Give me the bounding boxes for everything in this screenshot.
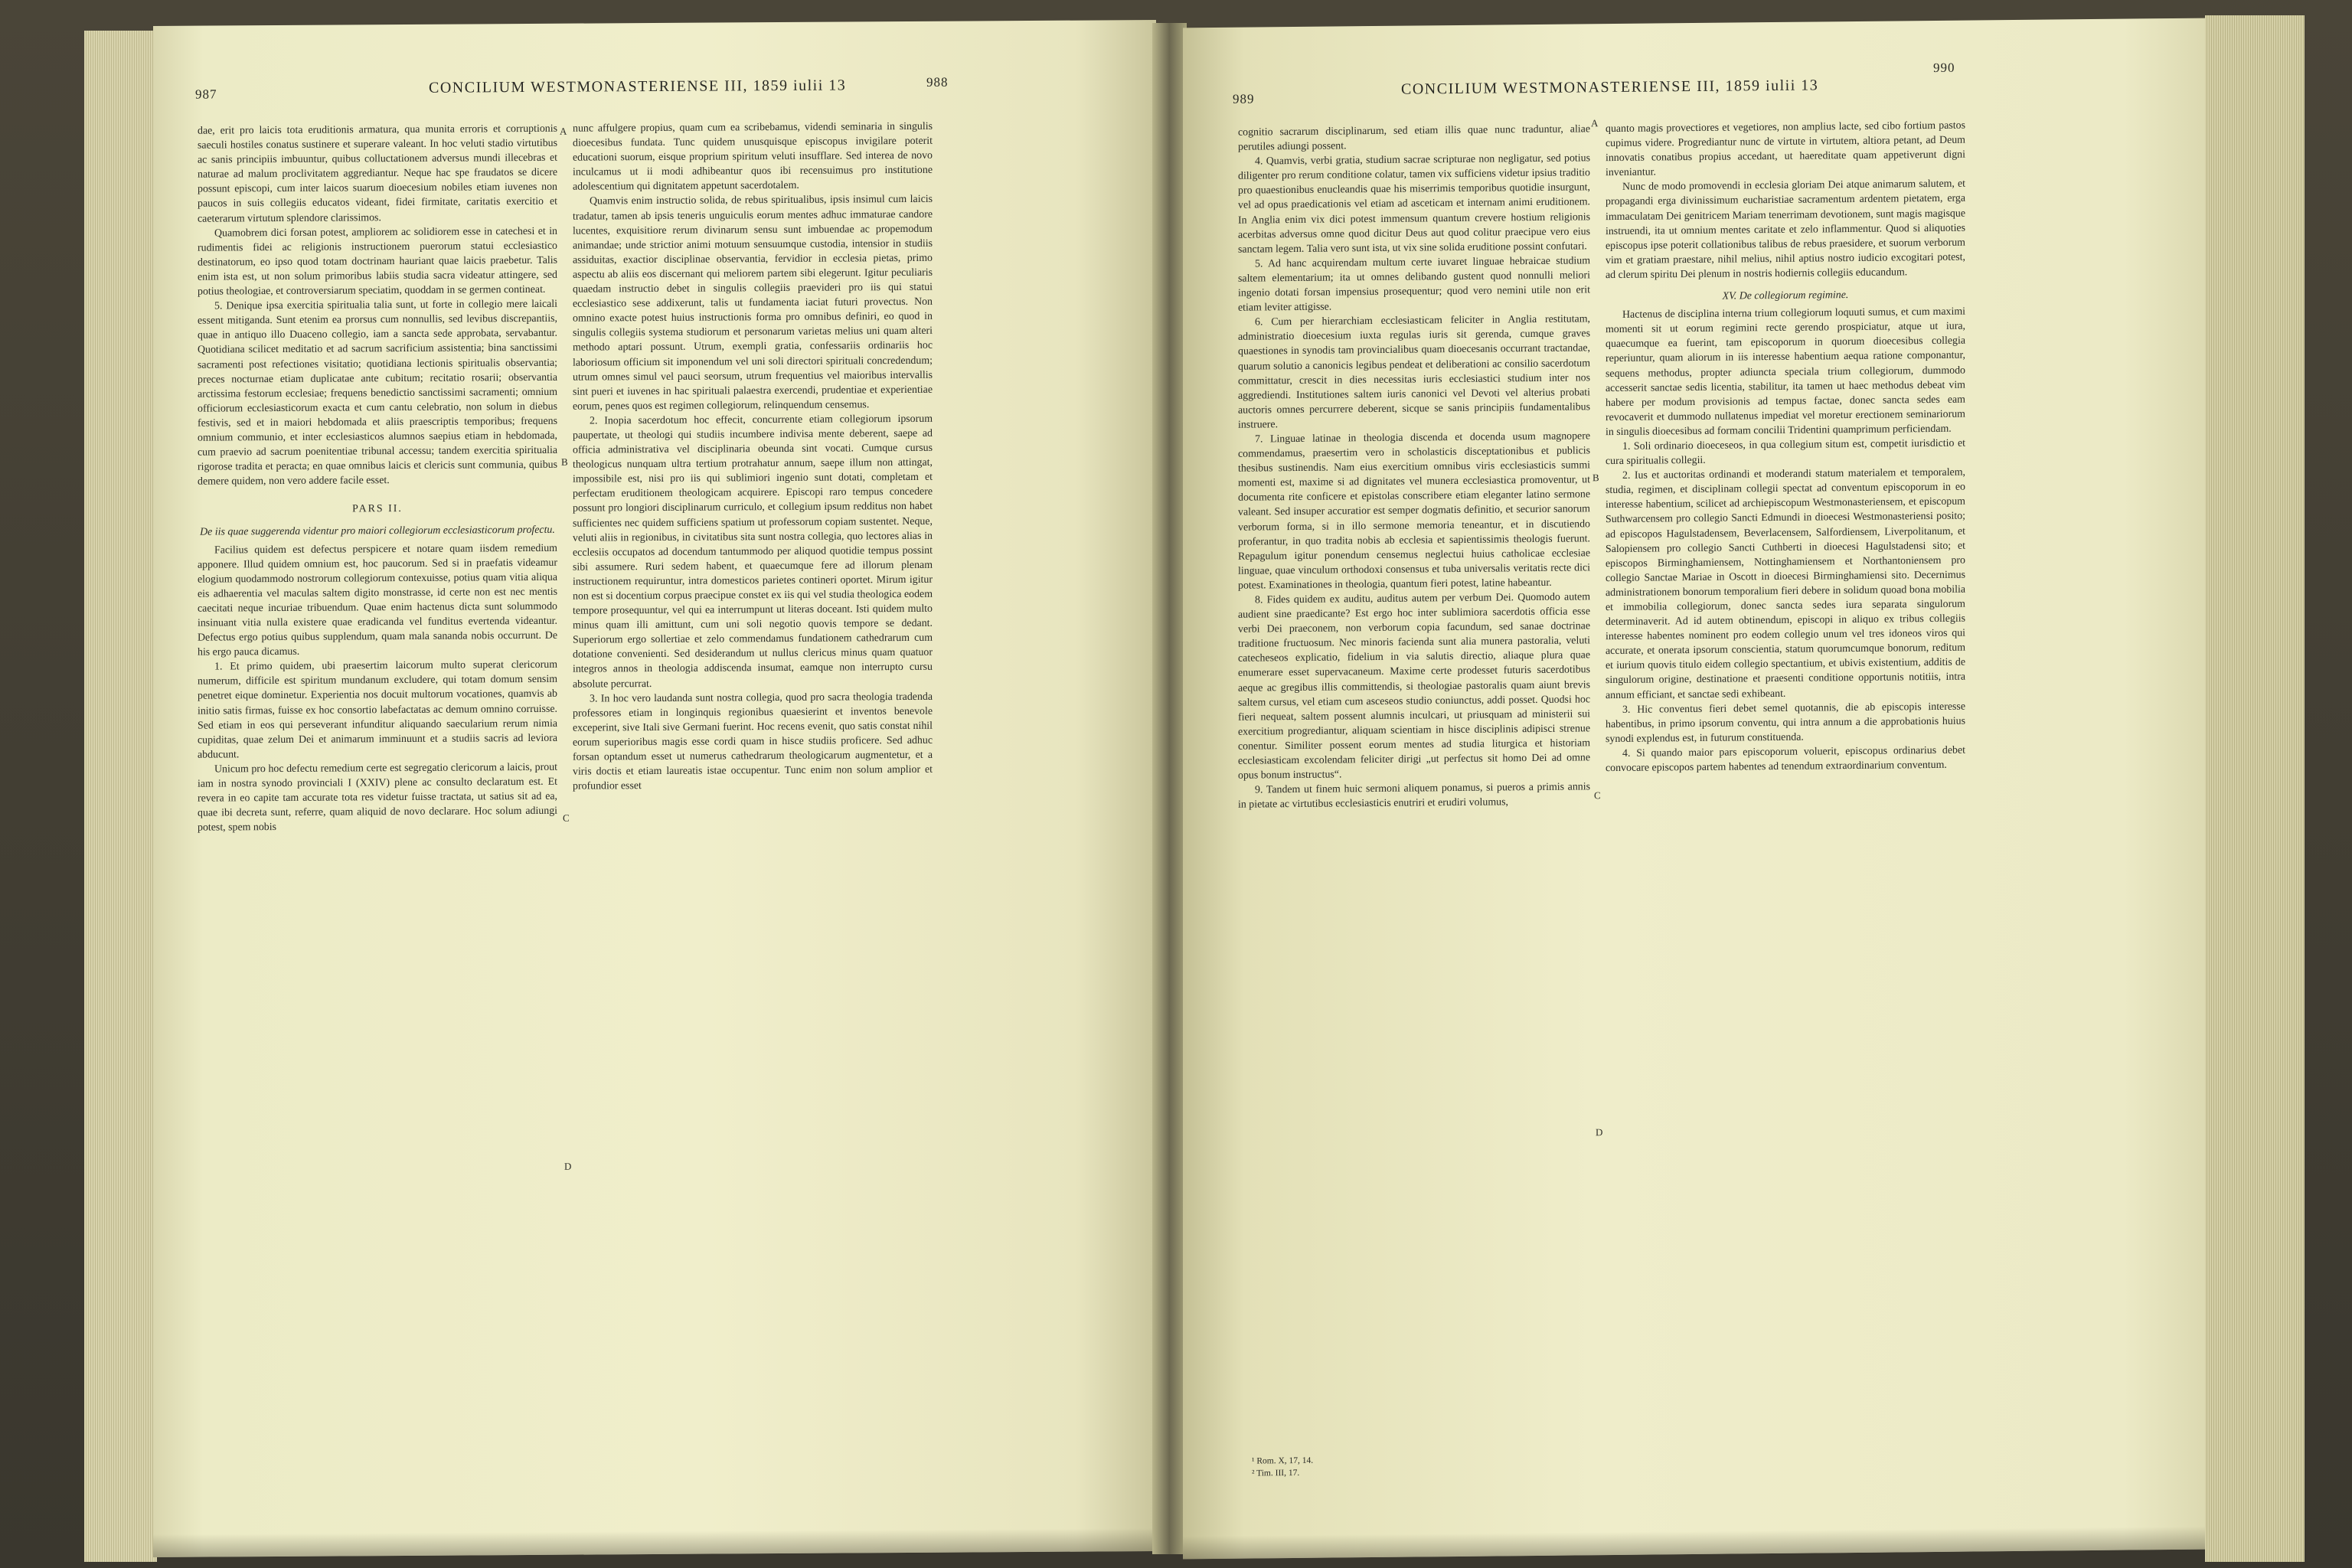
- running-title: CONCILIUM WESTMONASTERIENSE III, 1859 iulii 13: [429, 77, 847, 96]
- paragraph: 3. In hoc vero laudanda sunt nostra collegia, quod pro sacra theologia tradenda professores etiam in longinquis regionibus quaesierint et inventos benevole exceperint, sive Itali sive Germani fuerint. Hoc recens evenit, quo satis constat nihil eorum superioribus magis esse cordi quam in hisce studiis proficere. Sed adhuc forsan optandum esset ut numerus cathedrarum theologicarum augmentetur, et a viris doctis et etiam laureatis istae occupentur. Tunc enim non solum amplior et profundior esset: [573, 691, 933, 792]
- paragraph: 5. Ad hanc acquirendam multum certe iuvaret linguae hebraicae studium saltem elementarium; ita ut omnes delibando gustent quod nonnulli meliori ingenio dotati forsan impensius prosequentur; quod vero nemini utile non erit etiam leviter attigisse.: [1238, 255, 1590, 314]
- paragraph: 7. Linguae latinae in theologia discenda et docenda usum magnopere commendamus, praesertim vero in scholasticis disceptationibus et publicis thesibus sustinendis. Nam eius exercitium omnibus viris ecclesiasticis summi momenti est, maxime si ad dignitates vel munera ecclesiastica promoventur, ut documenta rite conficere et epistolas conscribere etiam eleganter latino sermone valeant. Sed insuper accuratior est semper dogmatis definitio, et securior sanorum verborum forma, si in illo sermone memoria teneantur, et in discutiendo proferantur, in quo tradita nobis ab ecclesia et sapientissimis theologis fuerunt. Repagulum igitur ponendum censemus neglectui huius catholicae ecclesiae linguae, quae vinculum orthodoxi consensus et tuba universalis veritatis recte dici potest. Examinationes in theologia, quantum fieri potest, latine habeantur.: [1238, 430, 1590, 592]
- paragraph: Quamobrem dici forsan potest, ampliorem ac solidiorem esse in catechesi et in rudimentis fidei ac religionis instructionem puerorum statui ecclesiastico destinatorum, eo ipso quod totam doctrinam hauriant quae laicis praebetur. Talis enim ista est, ut non solum primoribus labiis studia sacra videatur attingere, sed potius theologiae, et controversiarum speciatim, quoddam in se germen contineat.: [198, 225, 557, 298]
- paragraph: 3. Hic conventus fieri debet semel quotannis, die ab episcopis interesse habentibus, in primo ipsorum conventu, qui intra annum a die approbationis huius synodi explendus est, in futurum constituenda.: [1606, 701, 1965, 745]
- paragraph: 2. Inopia sacerdotum hoc effecit, concurrente etiam collegiorum ipsorum paupertate, ut theologi qui studiis incumbere indivisa mente deberent, saepe ad officia administrativa vel disciplinaria obeunda sint vocati. Cumque cursus theologicus nunquam ultra tertium protrahatur annum, saepe illum non attingat, impossibile est, nisi pro iis qui sublimiori ingenio sunt dotati, completam et perfectam eruditionem theologicam acquirere. Episcopi raro tempus concedere possunt pro longiori disciplinarum curriculo, et collegium ipsum redditus non habet sufficientes nec quidem sufficiens spatium ut professorum copiam sustentet. Neque, veluti aliis in regionibus, in civitatibus sita sunt nostra collegia, quo lectores alias in ecclesiis occupatos ad docendum tantummodo per aliquod quotidie tempus possint sibi assumere. Ruri sedem habent, et quaecumque fere ad illorum plenam instructionem requiruntur, intra domesticos parietes contineri oportet. Mirum igitur non est si docentium corpus praecipue constet ex iis qui vel studia theologica eodem tempore prosequuntur, vel qui ea interrumpunt ut literas doceant. Isti quidem multo minus quam illi amittunt, cum uni soli negotio quovis tempore se dedant. Superiorum ergo sollertiae et zelo commendamus fundationem cathedrarum cum dotatione convenienti. Sed desiderandum ut nullus clericus minus quam quatuor integros annos in theologia addiscenda insumat, eamque non interrupto cursu absolute percurrat.: [573, 413, 933, 691]
- section-subtitle: De iis quae suggerenda videntur pro maiori collegiorum ecclesiasticorum profectu.: [200, 524, 555, 539]
- paragraph: quanto magis provectiores et vegetiores, non amplius lacte, sed cibo fortium pastos cupimus videre. Progrediantur nunc de virtute in virtutem, altiora petant, ad Deum innovatis conatibus propius accedant, ut haereditate quam appetiverunt digni inveniantur.: [1606, 119, 1965, 179]
- page-shadow: [1183, 1527, 2205, 1560]
- section-heading: XV. De collegiorum regimine.: [1722, 289, 1849, 302]
- paragraph: Unicum pro hoc defectu remedium certe est segregatio clericorum a laicis, prout iam in nostra synodo provinciali I (XXIV) plene ac consulto declaratum est. Et revera in eo capite tam accurate tota res videtur fuisse tractata, ut satius sit ad ea, quae ibi decreta sunt, referre, quam aliquid de novo declarare. Hoc solum adiungi potest, spem nobis: [198, 761, 557, 834]
- page-shadow: [153, 1528, 1156, 1557]
- left-page-header: [153, 72, 1156, 109]
- paragraph: 9. Tandem ut finem huic sermoni aliquem ponamus, si pueros a primis annis in pietate ac virtutibus ecclesiasticis enutriri et erudiri volumus,: [1238, 781, 1590, 812]
- right-page-column-2: [1606, 119, 1965, 776]
- margin-letter: C: [1594, 789, 1601, 802]
- margin-letter: D: [564, 1160, 572, 1172]
- paragraph: 4. Quamvis, verbi gratia, studium sacrae scripturae non negligatur, sed potius diligenter pro rerum conditione colatur, tamen vix sufficiens videtur ipsius traditio pro quaestionibus enucleandis quae his miserrimis temporibus quotidie insurgunt, vel ad opus praedicationis vel etiam ad asceticam et internam animi eruditionem. In Anglia enim vix dici potest immensum quantum crevere hostium religionis acerbitas adversus omne quod dicitur Deus aut quod colitur praecipue vero eius sanctam legem. Talia vero sunt ista, ut vix sine solida eruditione possint confutari.: [1238, 152, 1590, 256]
- margin-letter: A: [560, 125, 567, 137]
- paragraph: 6. Cum per hierarchiam ecclesiasticam feliciter in Anglia restitutam, administratio dioecesium iuxta regulas iuris sit gerenda, cumque graves quaestiones in synodis tam provincialibus quam dioecesanis occurrant tractandae, quarum solutio a canonicis legibus pendeat et deliberationi ac consilio sacerdotum committatur, crescit in dies necessitas iuris ecclesiastici studium inter nos aggrediendi. Institutiones saltem iuris canonici vel Devoti vel alterius probati auctoris omnes percurrere deberent, sicque se sanis principiis fundamentalibus instruere.: [1238, 313, 1590, 431]
- footnote: ¹ Rom. X, 17, 14.: [1252, 1455, 1314, 1466]
- page-edges-left: [84, 31, 157, 1562]
- book-gutter: [1152, 23, 1187, 1554]
- left-page-column-2: [573, 119, 933, 794]
- left-page: [153, 20, 1156, 1557]
- right-page-column-1: [1238, 122, 1590, 812]
- page-number: 988: [926, 74, 949, 90]
- page-number: 990: [1933, 60, 1955, 76]
- right-page-header: [1183, 60, 2205, 111]
- paragraph: Quamvis enim instructio solida, de rebus spiritualibus, ipsis insimul cum laicis tradatur, tamen ab ipsis teneris unguiculis eorum mentes adhuc immaturae candore lucentes, exquisitiore rerum divinarum sensu sunt imbuendae ac propemodum animandae; unde strictior animi motuum sensuumque custodia, intensior in studiis assiduitas, exactior disciplinae observantia, fervidior in ecclesia pietas, primo aspectu ab aliis eos discernant qui meliorem partem sibi elegerunt. Igitur peculiaris quaedam instructio debet in singulis collegiis praevideri pro iis qui statui ecclesiastico sese addixerunt, talis ut fundamenta iaciat futuri provectus. Non omnino exacte potest huius instructionis forma pro omnibus definiri, eo quod in singulis collegiis systema studiorum et personarum varietas melius uni quam alteri methodo aptari possunt. Utrum, exempli gratia, confessariis ordinariis hoc laboriosum officium sit imponendum vel uni soli directori spirituali concredendum; utrum omnes simul vel pauci seorsum, utrum frequentius vel maioribus intervallis sint pueri et iuvenes in hac spirituali palaestra exercendi, prudentiae et experientiae eorum, penes quos est regimen collegiorum, relinquendum censemus.: [573, 194, 933, 413]
- right-page: [1183, 18, 2205, 1560]
- left-page-column-1: [198, 122, 557, 835]
- paragraph: Nunc de modo promovendi in ecclesia gloriam Dei atque animarum salutem, et propagandi erga divinissimum eucharistiae sacramentum ardentem pietatem, erga immaculatam Dei genitricem Mariam tenerrimam devotionem, sunt magis magisque instruendi, ita ut omnium mentes caritate et zelo inflammentur. Quod si aliquoties episcopus ipse poterit collationibus talibus de rebus praesidere, et suorum verborum vim et gratiam praestare, nihil melius, nihil aptius nostro iudicio excogitari potest, ad clerum spiritu Dei plenum in nostris hodiernis collegiis educandum.: [1606, 178, 1965, 282]
- page-edges-right: [2205, 15, 2305, 1562]
- margin-letter: A: [1591, 117, 1599, 129]
- footnote: ² Tim. III, 17.: [1252, 1468, 1300, 1478]
- page-number: 989: [1233, 91, 1255, 106]
- paragraph: 5. Denique ipsa exercitia spiritualia talia sunt, ut forte in collegio mere laicali essent mitiganda. Sunt etenim ea prorsus cum nonnullis, sed levibus discrepantiis, quae in antiquo illo Duaceno collegio, iam a sancta sede approbata, servabantur. Quotidiana scilicet meditatio et ad sacrum sacrificium assistentia; bina sanctissimi sacramenti post refectiones visitatio; quotidiana lectionis spiritualis observantia; preces nocturnae etiam duplicatae ante cubitum; recitatio rosarii; observantia arctissima festorum ecclesiae; frequens benedictio sanctissimi sacramenti; omnium officiorum ecclesiasticorum exacta et cum cantu celebratio, non solum in diebus festivis, sed et in maiori hebdomada et aliis praescriptis temporibus; frequens omnium communio, et inter ecclesiasticos alumnos saepius etiam in hebdomada, cum praevio ad sacrum poenitentiae tribunal accessu; tandem exercitia spiritualia rigorose tradita et peracta; en quae omnibus laicis et clericis sunt communia, quibus demere quidem, non vero addere facile esset.: [198, 298, 557, 488]
- paragraph: 2. Ius et auctoritas ordinandi et moderandi statum materialem et temporalem, studia, regimen, et disciplinam collegii spectat ad conventum episcoporum in eo interesse habentium, scilicet ad archiepiscopum Westmonasteriensem, et episcopum Suthwarcensem pro collegio Sancti Edmundi in dioecesi Westmonasteriensi posito; ad episcopos Hagulstadensem, Beverlacensem, Salfordiensem, Liverpolitanum, et Salopiensem pro collegio Sancti Cuthberti in dioecesi Hagulstadensi sito; et episcopos Birminghamiensem, Nottinghamiensem et Northantoniensem pro collegio Sanctae Mariae in Oscott in dioecesi Birminghamiensi sito. Decernimus administrationem bonorum temporalium fieri debere in solidum quoad bona mobilia et immobilia collegiorum, donec sancta sedes iura separata singulorum determinaverit. Ad id autem obtinendum, episcopi in aliquo ex tribus collegiis interesse habentes nominent pro eodem collegio unum vel tres idoneos viros qui accurate, et onerata ipsorum conscientia, statum quorumcumque bonorum, reditum et iurium quovis titulo eidem collegio spectantium, et ubivis existentium, additis de singulorum origine, destinatione et praesenti conditione opportunis notitiis, intra annum efficiant, et sanctae sedi exhibeant.: [1606, 466, 1965, 701]
- margin-letter: B: [561, 456, 568, 468]
- paragraph: cognitio sacrarum disciplinarum, sed etiam illis quae nunc traduntur, aliae perutiles adiungi possent.: [1238, 123, 1590, 153]
- paragraph: 4. Si quando maior pars episcoporum voluerit, episcopus ordinarius debet convocare episcopos partem habentes ad tenendum extraordinarium conventum.: [1606, 744, 1965, 775]
- margin-letter: B: [1592, 472, 1599, 484]
- margin-letter: D: [1596, 1126, 1603, 1138]
- margin-letter: C: [563, 812, 570, 824]
- running-title: CONCILIUM WESTMONASTERIENSE III, 1859 iulii 13: [1401, 77, 1819, 98]
- paragraph: 1. Et primo quidem, ubi praesertim laicorum multo superat clericorum numerum, difficile est spiritum mundanum excludere, qui totam domum sensim penetret eique dominetur. Experientia nos docuit multorum vocationes, quamvis ab initio satis firmas, fuisse ex hoc consortio labefactatas ac demum omnino corruisse. Sed etiam in eos qui perseverant infunditur aliquando saecularium rerum nimia cupiditas, quae zelum Dei et animarum imminuunt et a studiis sacris ad leviora abducunt.: [198, 659, 557, 761]
- paragraph: nunc affulgere propius, quam cum ea scribebamus, videndi seminaria in singulis dioecesibus fundata. Tunc quidem unusquisque episcopus invigilare poterit educationi suorum, eisque proprium spiritum veluti insufflare. Sed interea de novo inculcamus ut ii modi adhibeantur quos ibi recensuimus pro institutione adolescentium qui dignitatem appetunt sacerdotalem.: [573, 120, 933, 194]
- page-number: 987: [195, 87, 217, 102]
- paragraph: 1. Soli ordinario dioeceseos, in qua collegium situm est, competit iurisdictio et cura spiritualis collegii.: [1606, 437, 1965, 468]
- paragraph: 8. Fides quidem ex auditu, auditus autem per verbum Dei. Quomodo autem audient sine praedicante? Est ergo hoc inter sublimiora sacerdotis officia esse verbi Dei praeconem, non verborum copia facundum, sed sanae doctrinae traditione fructuosum. Nec minoris facienda sunt alia munera pastoralia, veluti catecheseos explicatio, fidelium in via salutis directio, aliaque plura quae enumerare esset supervacaneum. Maxime certe prodesset futuris sacerdotibus aeque ac gregibus illis committendis, si theologiae pastoralis quam aiunt brevis saltem cursus, vel etiam cum asceseos studio coniunctus, addi posset. Quodsi hoc fieri nequeat, saltem possent alumnis inculcari, ut priusquam ad ministerii sui exercitium progrediantur, aliquam scientiam in hisce disciplinis adipisci strenue conentur. Similiter possent eorum mentes ad studia liturgica et historiam ecclesiasticam excolendam feliciter dirigi „ut perfectus sit homo Dei ad omne opus bonum instructus“.: [1238, 591, 1590, 782]
- paragraph: dae, erit pro laicis tota eruditionis armatura, qua munita erroris et corruptionis saeculi hostiles conatus sustinere et superare valeant. In hoc veluti stadio virtutibus ac sanis principiis imbuuntur, quibus colluctationem adversus mundi illecebras et naturae ad malum proclivitatem aggrediantur. Neque hac spe fraudatos se dicere possunt episcopi, cum inter laicos suarum dioecesium nobiles etiam iuvenes non paucos in suis collegiis educatos videant, fidei firmitate, caritatis exercitio et caeterarum virtutum splendore clarissimos.: [198, 122, 557, 225]
- section-heading: PARS II.: [352, 503, 403, 515]
- paragraph: Facilius quidem est defectus perspicere et notare quam iisdem remedium apponere. Illud quidem omnium est, hoc paucorum. Sed si in praefatis videamur elogium quodammodo nostrorum collegiorum contexuisse, potius quam vitia aliqua eis adhaerentia vel maculas saltem digito monstrasse, id certe non est nec mentis caecitati neque incuriae tribuendum. Quae enim hactenus dicta sunt solummodo insinuant vitia nulla existere quae eradicanda vel funditus evertenda videantur. Defectus ergo potius quibus supplendum, quam mala sananda nobis occurrunt. De his ergo pauca dicamus.: [198, 542, 557, 658]
- paragraph: Hactenus de disciplina interna trium collegiorum loquuti sumus, et cum maximi momenti sit ut eorum regimini recte gerendo prospiciatur, atque ut iura, quaecumque ea fuerint, tam episcoporum in quorum dioecesibus collegia reperiuntur, quam aliorum in iis interesse habentium aequa ratione componantur, sequens methodus, propter adiuncta speciala trium collegiorum, dummodo accesserit sanctae sedis licentia, stabilitur, ita tamen ut haec methodus debeat vim habere per modum provisionis ad tempus factae, donec sancta sedes eam revocaverit et dummodo nullatenus impediat vel moretur erectionem seminariorum in singulis dioecesibus ad formam concilii Tridentini quamprimum perficiendam.: [1606, 305, 1965, 438]
- footnotes: [1252, 1455, 1313, 1480]
